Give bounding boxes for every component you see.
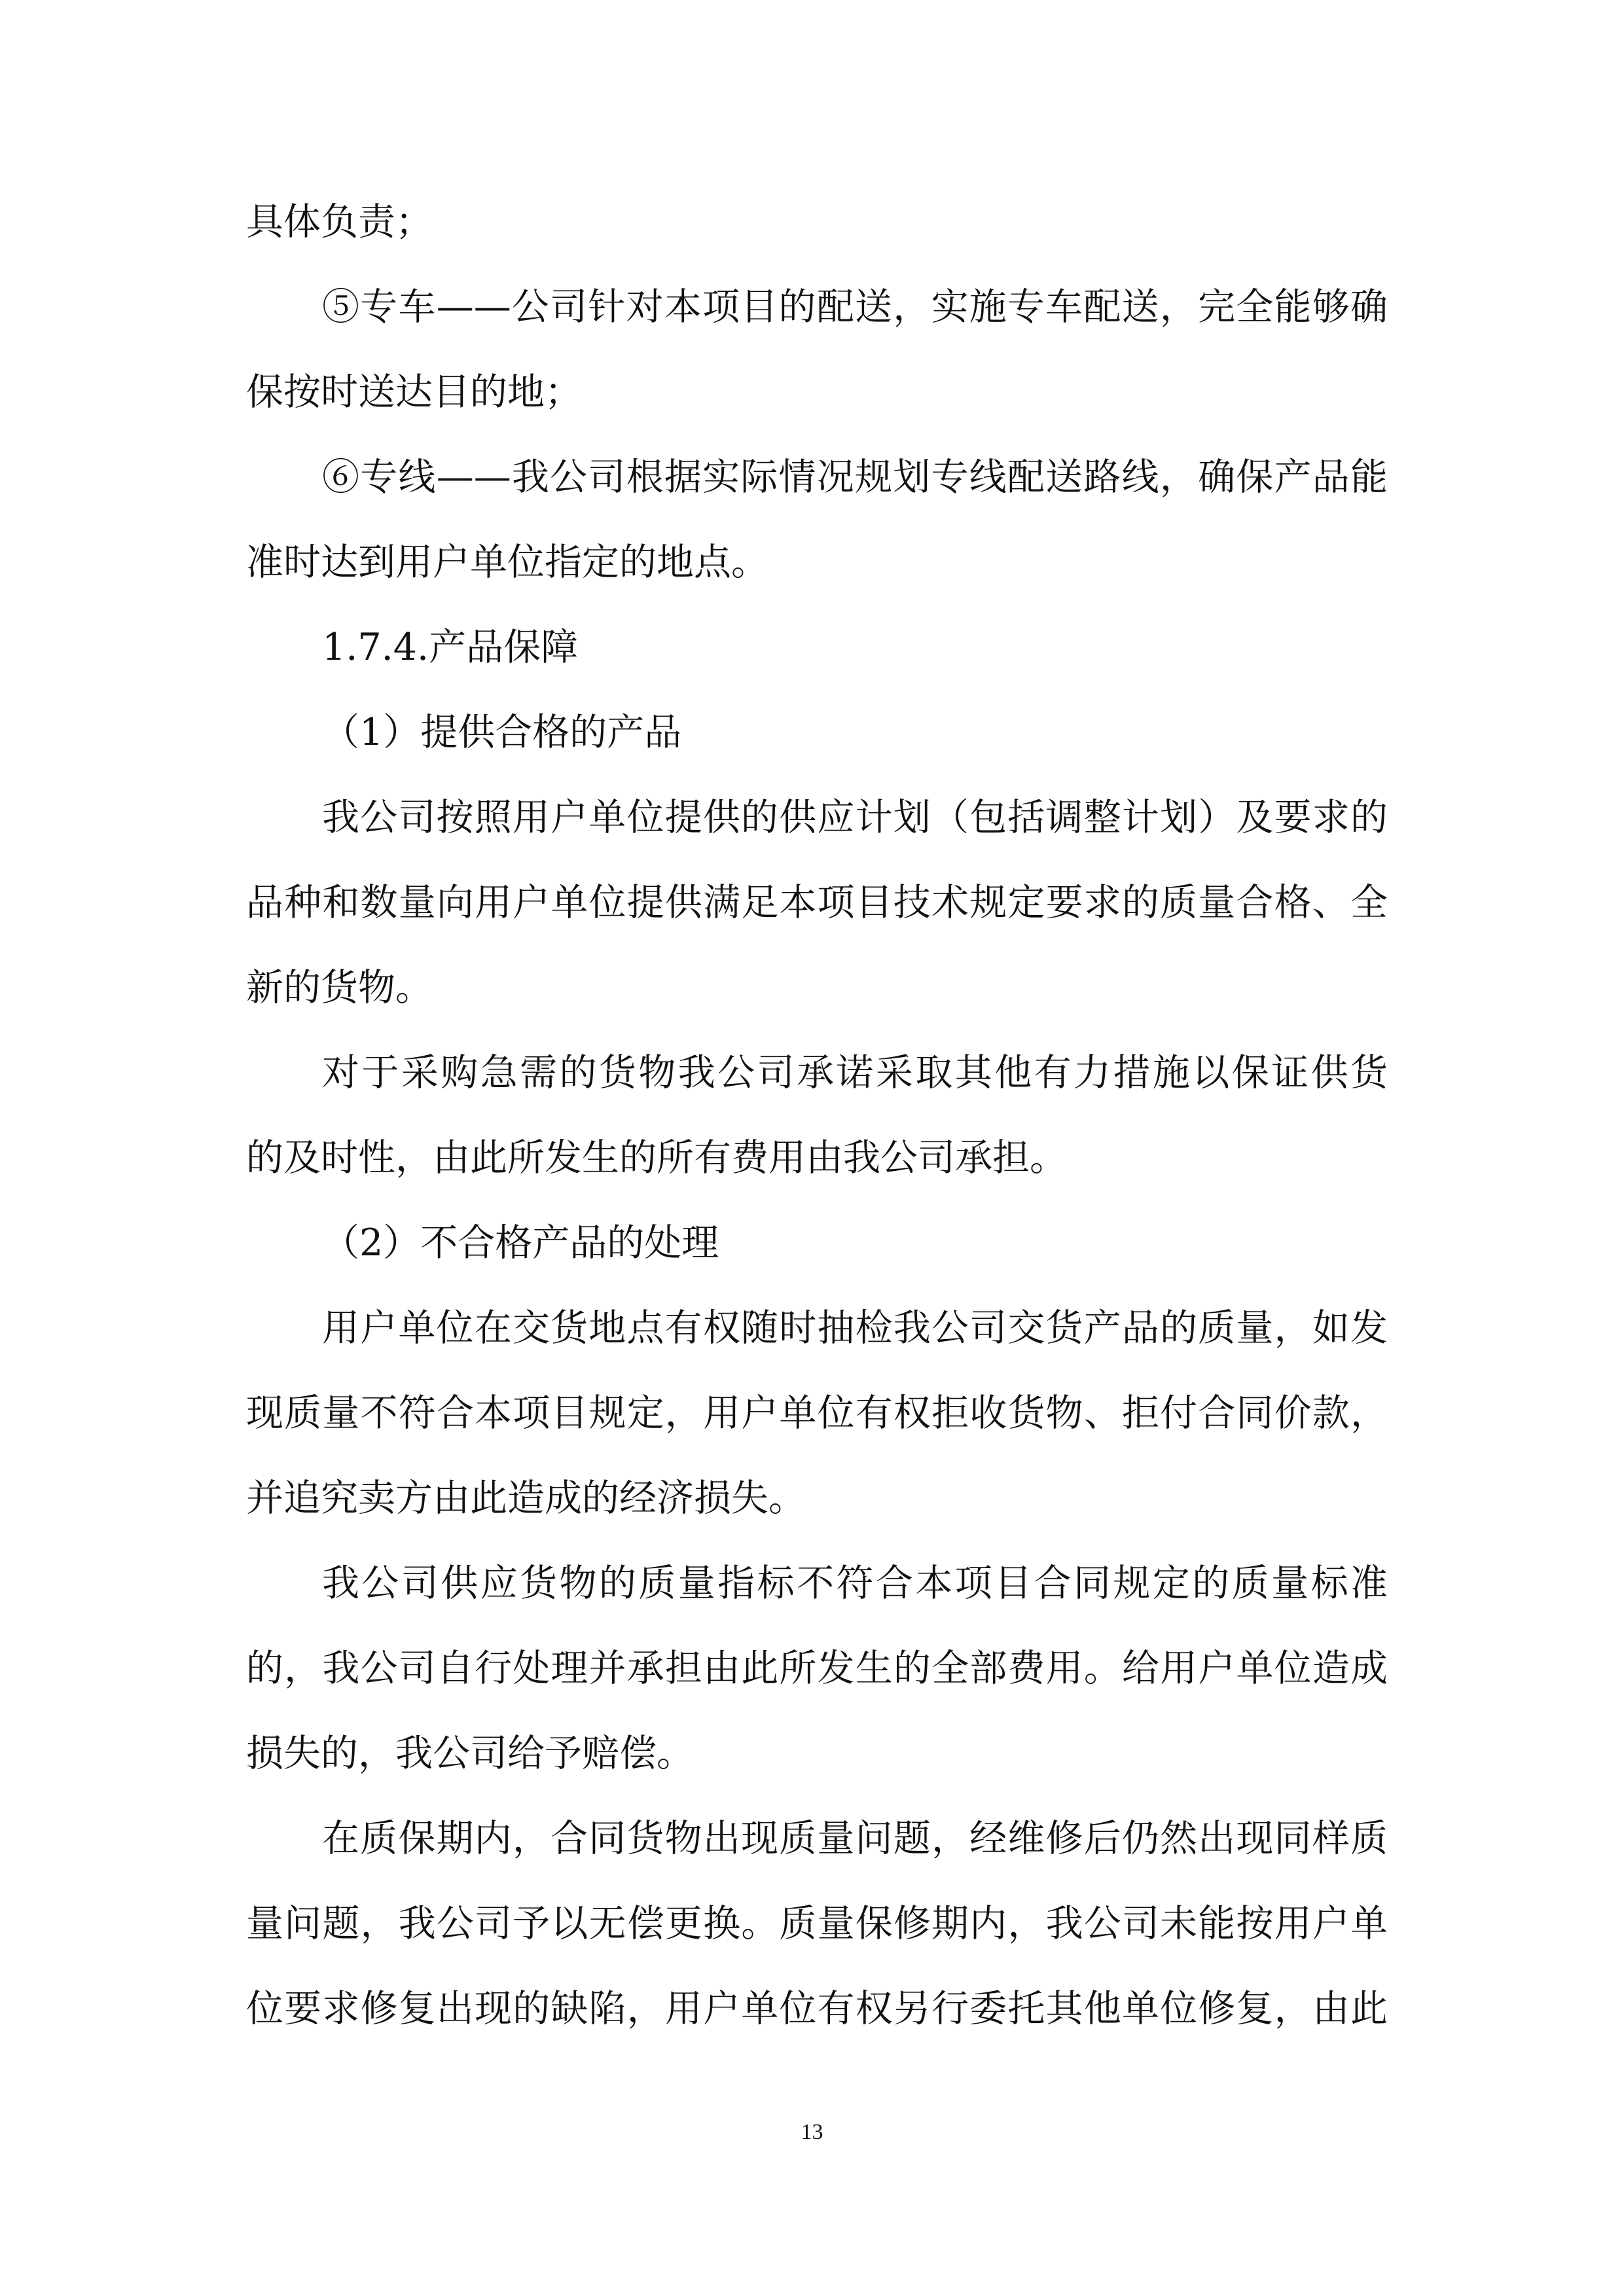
- text-line: ⑥专线——我公司根据实际情况规划专线配送路线，确保产品能: [322, 456, 1388, 499]
- text-line: 损失的，我公司给予赔偿。: [246, 1732, 694, 1775]
- text-line: 新的货物。: [246, 966, 433, 1009]
- text-line: 在质保期内，合同货物出现质量问题，经维修后仍然出现同样质: [322, 1817, 1388, 1860]
- text-line: 对于采购急需的货物我公司承诺采取其他有力措施以保证供货: [322, 1051, 1388, 1094]
- body-text: [246, 200, 1388, 2030]
- text-line: ⑤专车——公司针对本项目的配送，实施专车配送，完全能够确: [322, 285, 1388, 329]
- page-number: 13: [801, 2120, 823, 2144]
- text-line: 准时达到用户单位指定的地点。: [246, 541, 768, 584]
- text-line: 用户单位在交货地点有权随时抽检我公司交货产品的质量，如发: [322, 1306, 1388, 1350]
- text-line: 并追究卖方由此造成的经济损失。: [246, 1477, 806, 1520]
- text-line: 量问题，我公司予以无偿更换。质量保修期内，我公司未能按用户单: [246, 1902, 1388, 1945]
- text-line: 的及时性，由此所发生的所有费用由我公司承担。: [246, 1136, 1067, 1179]
- text-line: 现质量不符合本项目规定，用户单位有权拒收货物、拒付合同价款，: [246, 1391, 1388, 1435]
- text-line: 品种和数量向用户单位提供满足本项目技术规定要求的质量合格、全: [246, 881, 1388, 924]
- text-line: 我公司按照用户单位提供的供应计划（包括调整计划）及要求的: [322, 796, 1388, 839]
- subsection-heading: （2）不合格产品的处理: [322, 1221, 719, 1265]
- subsection-heading: （1）提供合格的产品: [322, 711, 682, 754]
- text-line: 我公司供应货物的质量指标不符合本项目合同规定的质量标准: [322, 1562, 1388, 1605]
- section-heading: 1.7.4.产品保障: [322, 626, 579, 669]
- text-line: 具体负责；: [246, 200, 433, 243]
- text-line: 保按时送达目的地；: [246, 370, 582, 414]
- text-line: 的，我公司自行处理并承担由此所发生的全部费用。给用户单位造成: [246, 1647, 1388, 1690]
- text-line: 位要求修复出现的缺陷，用户单位有权另行委托其他单位修复，由此: [246, 1987, 1388, 2030]
